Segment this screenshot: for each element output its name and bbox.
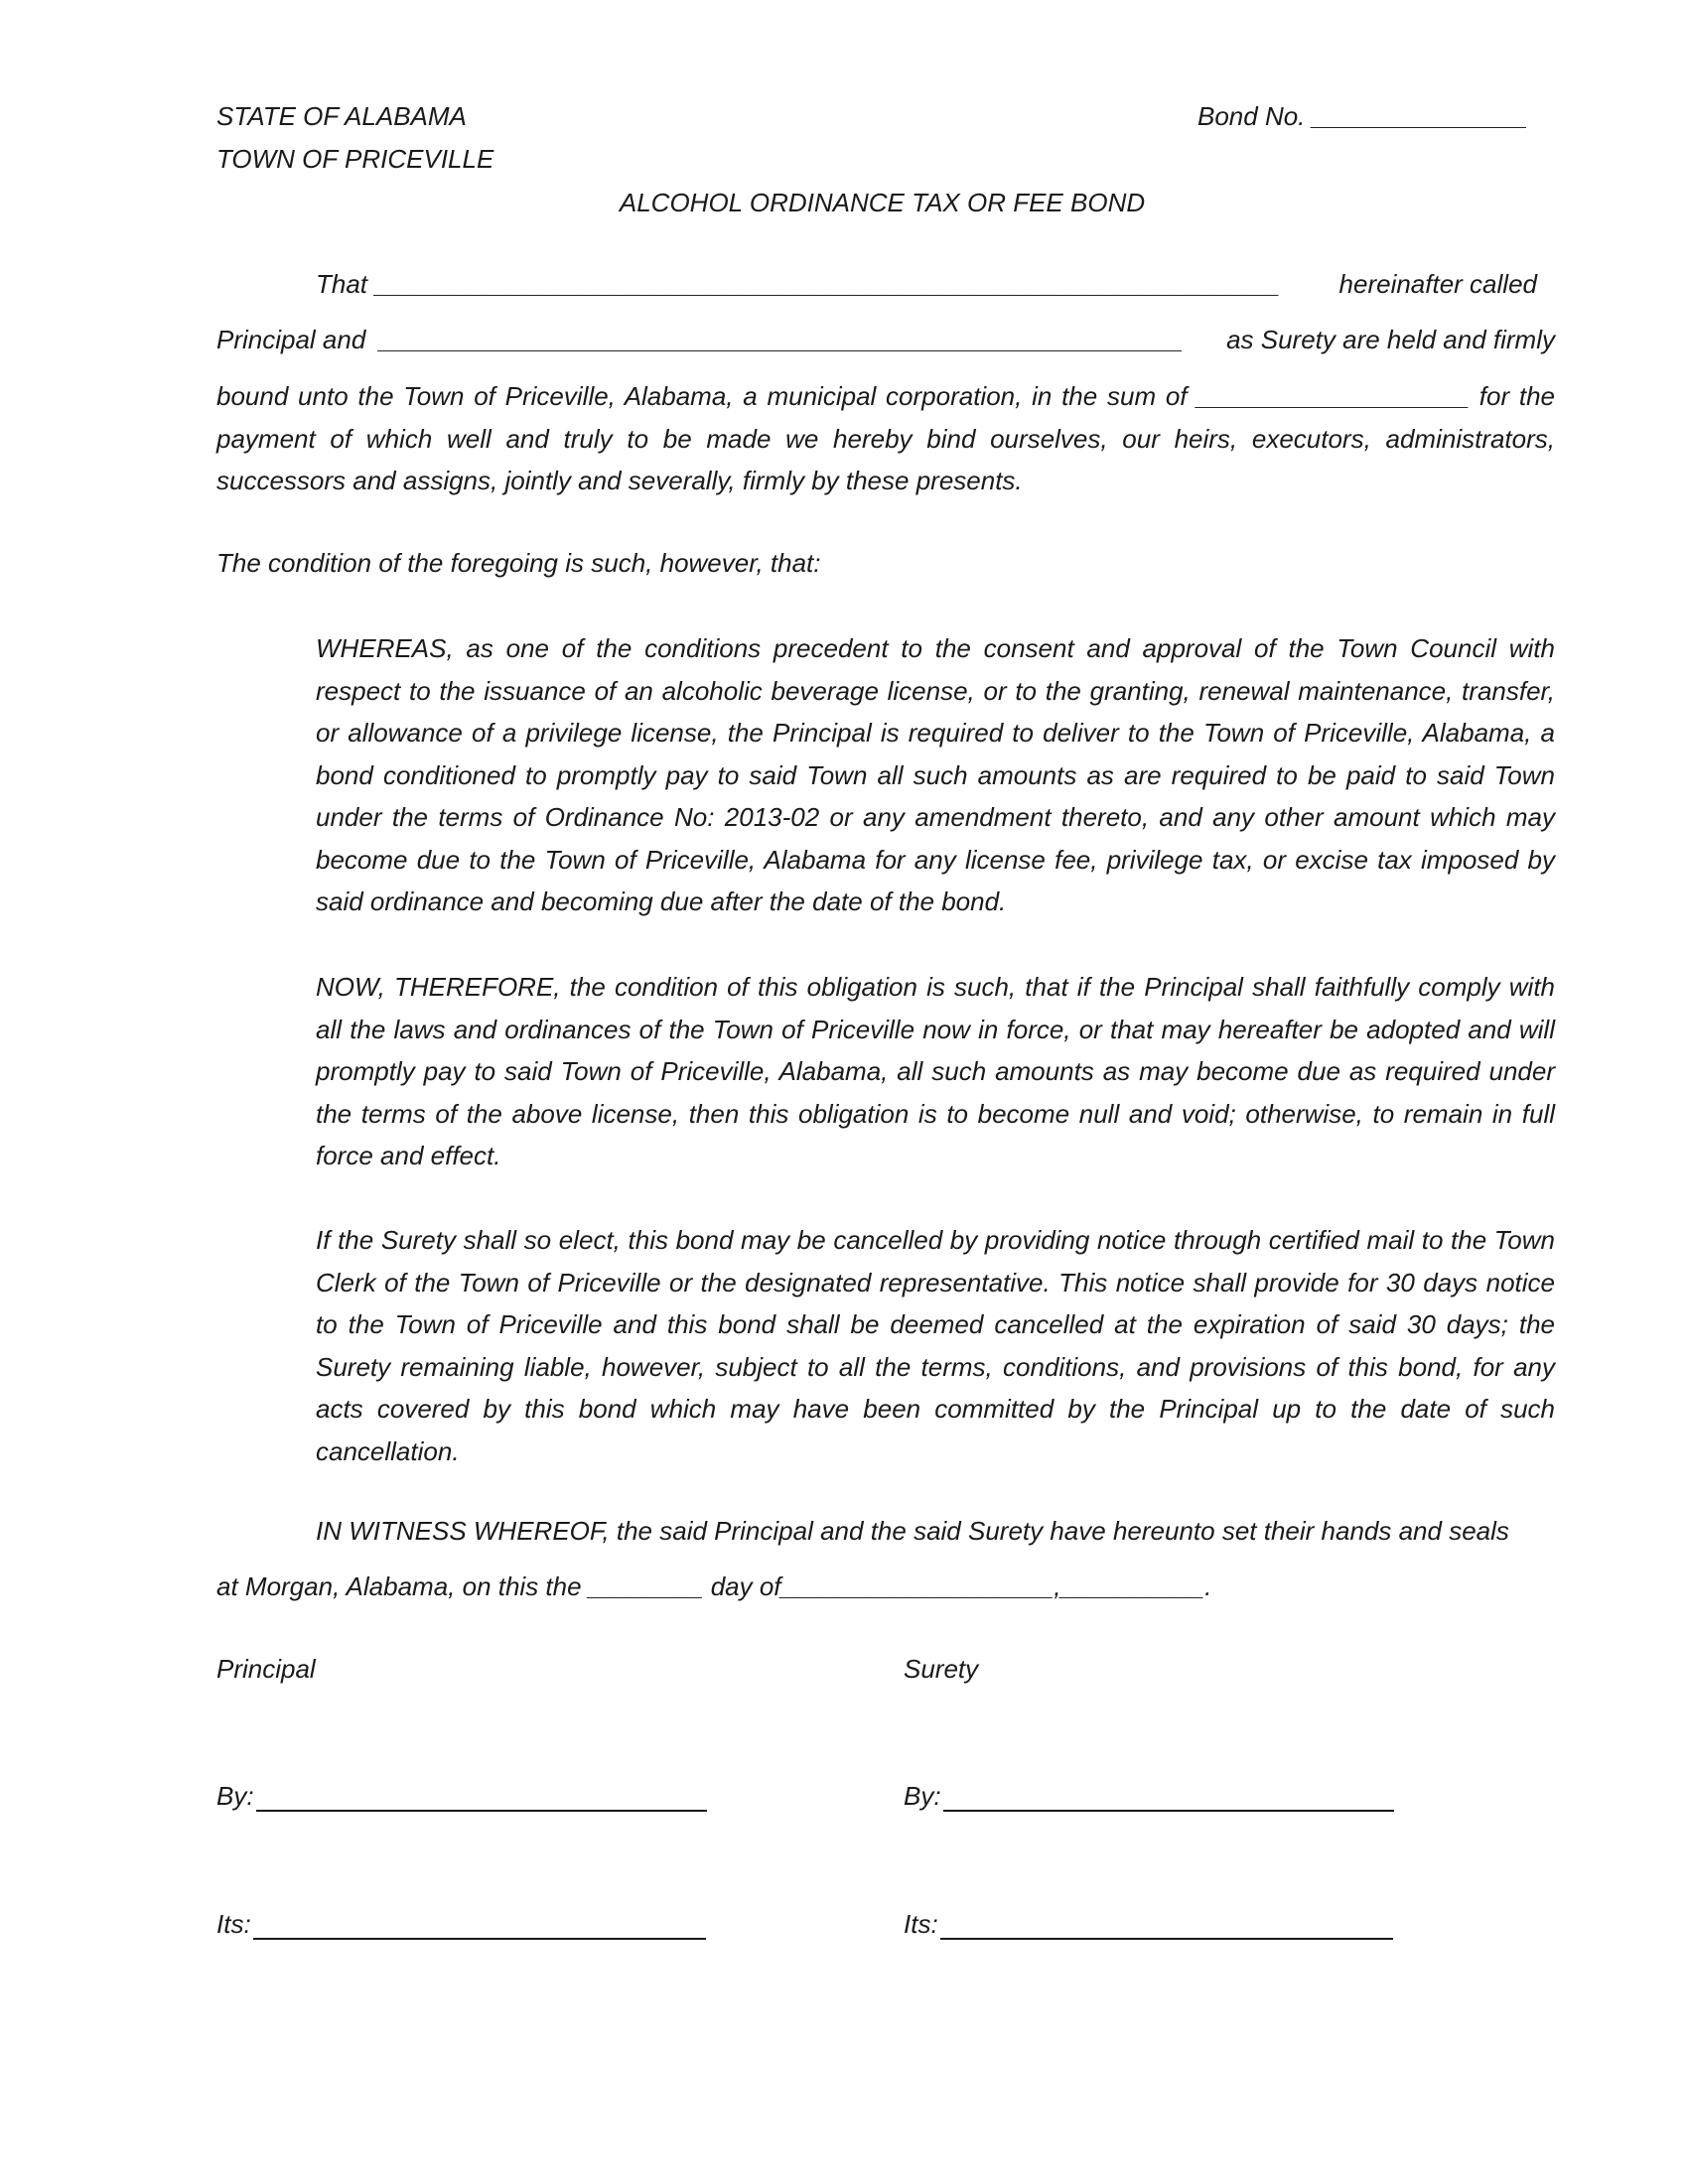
- surety-by-signature-line[interactable]: [943, 1780, 1394, 1812]
- intro-principal-and: Principal and: [216, 325, 366, 354]
- witness-line-2: at Morgan, Alabama, on this the ________ day of___________________,__________.: [216, 1571, 1212, 1601]
- principal-label: Principal: [216, 1654, 316, 1684]
- now-therefore-paragraph: NOW, THEREFORE, the condition of this obligation is such, that if the Principal shall faithfully comply with all the laws and ordinances of the Town of Priceville now in force, or that may hereafter be adopted and will promptly pay to said Town of Priceville, Alabama, all such amounts as may become due as required under the terms of the above license, then this obligation is to become null and void; otherwise, to remain in full force and effect.: [316, 972, 1555, 1170]
- cancellation-paragraph: If the Surety shall so elect, this bond may be cancelled by providing notice through certified mail to the Town Clerk of the Town of Priceville or the designated representative. This notice shall provide for 30 days notice to the Town of Priceville and this bond shall be deemed cancelled at the expiration of said 30 days; the Surety remaining liable, however, subject to all the terms, conditions, and provisions of this bond, for any acts covered by this bond which may have been committed by the Principal up to the date of such cancellation.: [316, 1225, 1555, 1466]
- intro-that: That: [316, 269, 368, 299]
- surety-name-blank: ________________________________________________________: [379, 325, 1184, 354]
- surety-its-label: Its:: [904, 1909, 938, 1939]
- surety-its-title-line[interactable]: [940, 1908, 1393, 1940]
- intro-hereinafter: hereinafter called: [1338, 269, 1537, 299]
- principal-by-row: [216, 1780, 707, 1812]
- surety-by-row: [904, 1780, 1394, 1812]
- intro-body-paragraph: bound unto the Town of Priceville, Alabama, a municipal corporation, in the sum of ___________________ for the payment of which well and truly to be made we hereby bind ourselves, our heirs, executors, administrators, successors and assigns, jointly and severally, firmly by these presents.: [216, 381, 1555, 495]
- principal-by-label: By:: [216, 1781, 254, 1811]
- town-heading: TOWN OF PRICEVILLE: [216, 144, 494, 174]
- intro-as-surety: as Surety are held and firmly: [1226, 325, 1555, 354]
- surety-by-label: By:: [904, 1781, 941, 1811]
- state-heading: STATE OF ALABAMA: [216, 101, 467, 131]
- principal-by-signature-line[interactable]: [256, 1780, 707, 1812]
- principal-its-label: Its:: [216, 1909, 251, 1939]
- principal-its-title-line[interactable]: [253, 1908, 706, 1940]
- principal-name-blank: _______________________________________________________________: [375, 269, 1280, 299]
- surety-its-row: [904, 1908, 1393, 1940]
- document-title: ALCOHOL ORDINANCE TAX OR FEE BOND: [619, 188, 1146, 217]
- surety-label: Surety: [904, 1654, 979, 1684]
- witness-line-1: IN WITNESS WHEREOF, the said Principal and the said Surety have hereunto set their hands and seals: [316, 1516, 1509, 1546]
- bond-number-field: Bond No. _______________: [1197, 101, 1528, 131]
- principal-its-row: [216, 1908, 706, 1940]
- condition-intro: The condition of the foregoing is such, however, that:: [216, 548, 821, 578]
- whereas-paragraph: WHEREAS, as one of the conditions precedent to the consent and approval of the Town Council with respect to the issuance of an alcoholic beverage license, or to the granting, renewal maintenance, transfer, or allowance of a privilege license, the Principal is required to deliver to the Town of Priceville, Alabama, a bond conditioned to promptly pay to said Town all such amounts as are required to be paid to said Town under the terms of Ordinance No: 2013-02 or any amendment thereto, and any other amount which may become due to the Town of Priceville, Alabama for any license fee, privilege tax, or excise tax imposed by said ordinance and becoming due after the date of the bond.: [316, 633, 1555, 916]
